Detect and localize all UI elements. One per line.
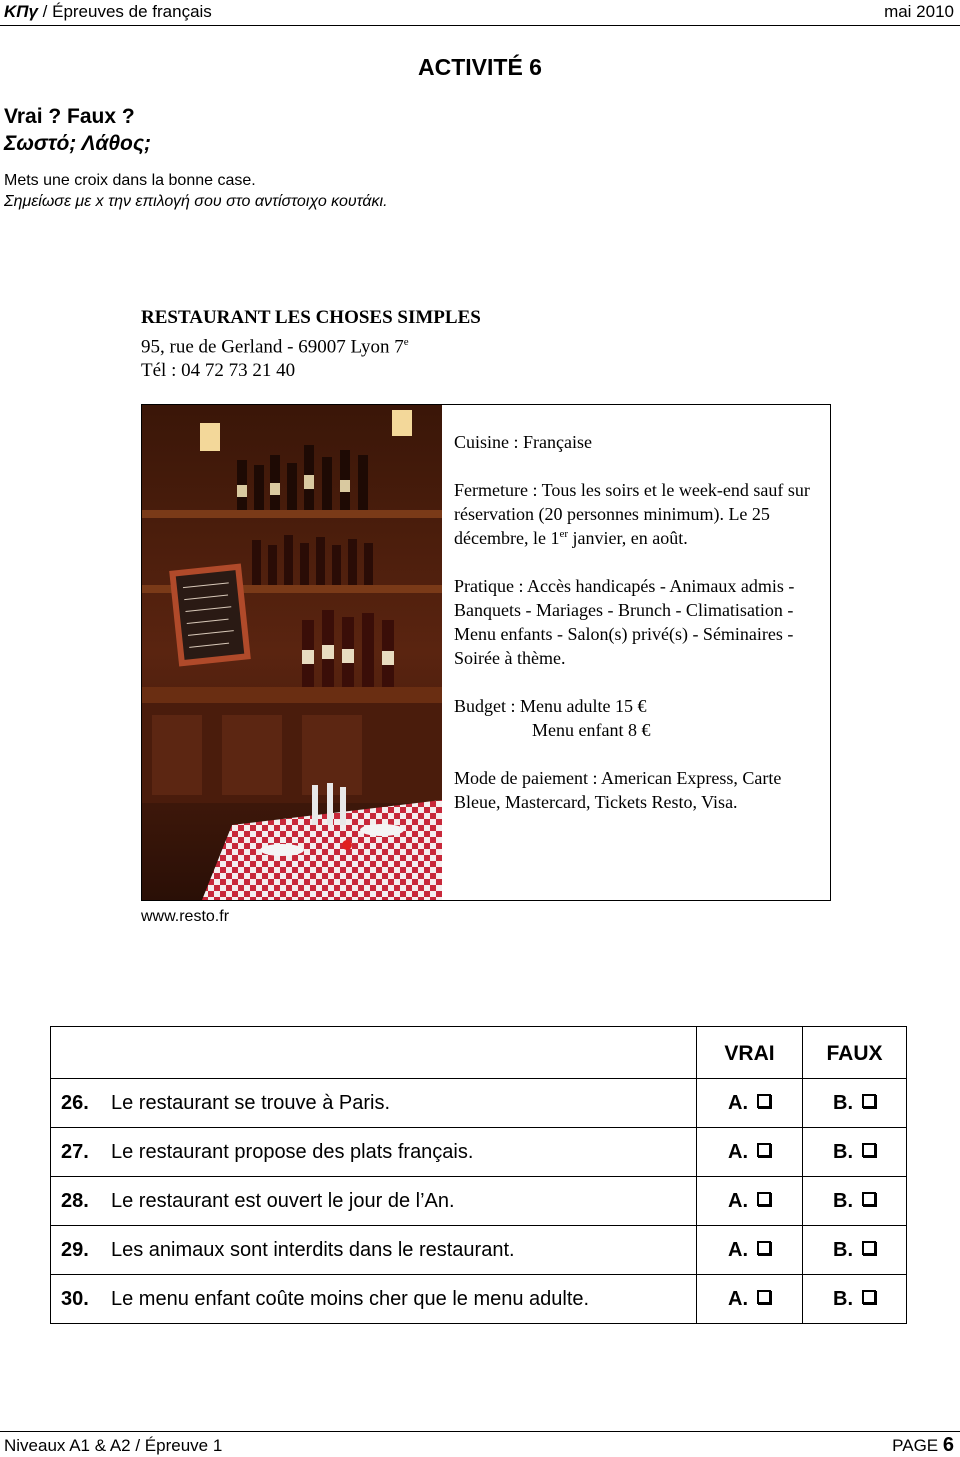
option-faux-cell[interactable] (803, 1226, 907, 1275)
header-date: mai 2010 (884, 2, 954, 21)
option-faux-cell[interactable] (803, 1079, 907, 1128)
footer-divider (0, 1431, 960, 1432)
info-pratique: Pratique : Accès handicapés - Animaux admis - Banquets - Mariages - Brunch - Climatisation - Menu enfants - Salon(s) privé(s) - Séminaires - Soirée à thème. (454, 576, 795, 668)
option-vrai-cell[interactable] (697, 1128, 803, 1177)
question-number: 28. (61, 1189, 89, 1212)
restaurant-phone: Tél : 04 72 73 21 40 (141, 360, 296, 382)
option-b-label: B. (833, 1189, 853, 1212)
question-number: 29. (61, 1238, 89, 1261)
option-vrai-cell[interactable] (697, 1275, 803, 1324)
restaurant-info (454, 430, 824, 814)
question-number: 30. (61, 1287, 89, 1310)
instruction-gr: Σημείωσε με x την επιλογή σου στο αντίστοιχο κουτάκι. (4, 193, 388, 210)
restaurant-name: RESTAURANT LES CHOSES SIMPLES (141, 307, 481, 328)
instruction-fr: Mets une croix dans la bonne case. (4, 172, 256, 189)
table-row (51, 1275, 907, 1324)
question-text: Le menu enfant coûte moins cher que le menu adulte. (111, 1287, 590, 1310)
header-title (4, 2, 212, 22)
info-budget-adult: Budget : Menu adulte 15 € (454, 696, 647, 716)
header-brand: ΚΠγ (4, 2, 38, 21)
checkbox-icon[interactable] (757, 1241, 771, 1255)
footer-level: Niveaux A1 & A2 / Épreuve 1 (4, 1436, 223, 1455)
table-header-row (51, 1027, 907, 1079)
checkbox-icon[interactable] (757, 1094, 771, 1108)
question-number: 26. (61, 1091, 89, 1114)
fermeture-sup: er (559, 528, 568, 540)
fermeture-text-b: janvier, en août. (568, 528, 688, 548)
table-row (51, 1128, 907, 1177)
option-faux-cell[interactable] (803, 1177, 907, 1226)
question-text: Le restaurant se trouve à Paris. (111, 1091, 391, 1114)
question-text: Le restaurant propose des plats français. (111, 1140, 474, 1163)
checkbox-icon[interactable] (862, 1290, 876, 1304)
address-sup: e (403, 336, 409, 348)
question-table (50, 1026, 907, 1324)
info-cuisine: Cuisine : Française (454, 432, 592, 452)
table-row (51, 1177, 907, 1226)
option-faux-cell[interactable] (803, 1275, 907, 1324)
question-cell (51, 1275, 697, 1324)
question-cell (51, 1226, 697, 1275)
table-row (51, 1079, 907, 1128)
question-cell (51, 1128, 697, 1177)
header-subtitle: / Épreuves de français (37, 2, 212, 21)
option-b-label: B. (833, 1287, 853, 1310)
info-budget-child: Menu enfant 8 € (532, 720, 651, 740)
restaurant-address (141, 330, 481, 359)
fermeture-text-a: Fermeture : Tous les soirs et le week-end sauf sur réservation (20 personnes minimum). Le 25 décembre, le 1 (454, 480, 810, 548)
address-text: 95, rue de Gerland - 69007 Lyon 7 (141, 336, 404, 358)
question-cell (51, 1177, 697, 1226)
question-title-gr: Σωστό; Λάθος; (4, 132, 152, 155)
info-paiement: Mode de paiement : American Express, Carte Bleue, Mastercard, Tickets Resto, Visa. (454, 768, 782, 812)
header-divider (0, 25, 960, 26)
checkbox-icon[interactable] (862, 1241, 876, 1255)
option-b-label: B. (833, 1140, 853, 1163)
header-faux: FAUX (803, 1027, 907, 1079)
question-title-fr: Vrai ? Faux ? (4, 105, 135, 128)
option-vrai-cell[interactable] (697, 1226, 803, 1275)
activity-title: ACTIVITÉ 6 (418, 54, 542, 80)
page-label: PAGE (892, 1436, 943, 1455)
option-a-label: A. (728, 1189, 748, 1212)
info-fermeture (454, 478, 824, 550)
option-a-label: A. (728, 1238, 748, 1261)
table-row (51, 1226, 907, 1275)
checkbox-icon[interactable] (757, 1290, 771, 1304)
checkbox-icon[interactable] (862, 1143, 876, 1157)
option-b-label: B. (833, 1238, 853, 1261)
question-cell (51, 1079, 697, 1128)
question-text: Le restaurant est ouvert le jour de l’An. (111, 1189, 455, 1212)
option-faux-cell[interactable] (803, 1128, 907, 1177)
restaurant-photo (142, 405, 442, 900)
header-vrai: VRAI (697, 1027, 803, 1079)
option-a-label: A. (728, 1287, 748, 1310)
question-text: Les animaux sont interdits dans le restaurant. (111, 1238, 515, 1261)
checkbox-icon[interactable] (757, 1143, 771, 1157)
footer-page (892, 1434, 954, 1457)
option-vrai-cell[interactable] (697, 1079, 803, 1128)
restaurant-heading (141, 306, 481, 383)
option-b-label: B. (833, 1091, 853, 1114)
option-vrai-cell[interactable] (697, 1177, 803, 1226)
checkbox-icon[interactable] (757, 1192, 771, 1206)
checkbox-icon[interactable] (862, 1094, 876, 1108)
question-number: 27. (61, 1140, 89, 1163)
checkbox-icon[interactable] (862, 1192, 876, 1206)
option-a-label: A. (728, 1091, 748, 1114)
option-a-label: A. (728, 1140, 748, 1163)
header-blank-cell (51, 1027, 697, 1079)
page-number: 6 (942, 1434, 954, 1456)
website-url: www.resto.fr (141, 908, 230, 925)
